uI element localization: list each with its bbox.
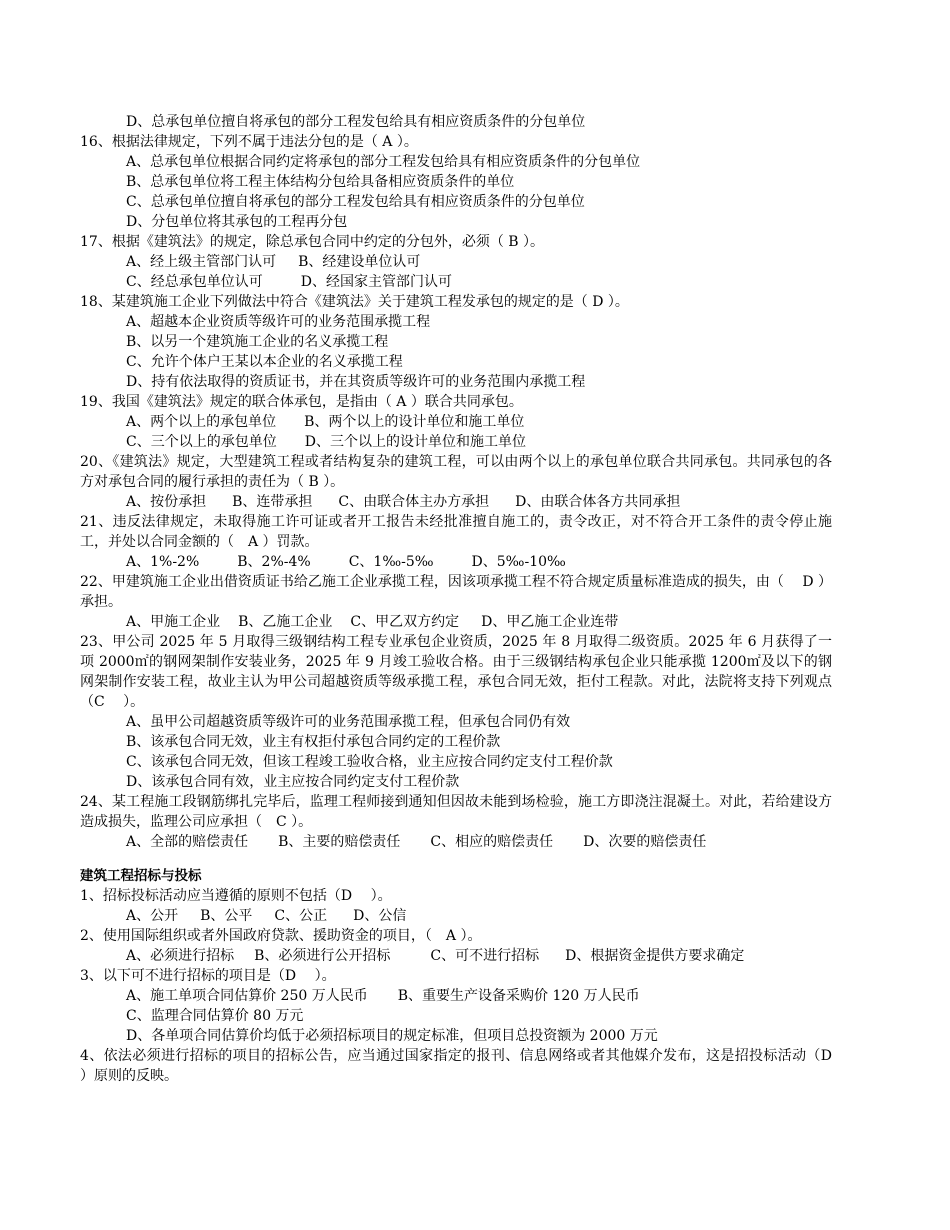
s1-option-c: C、公正 (274, 908, 328, 924)
q22-options-row (80, 612, 832, 632)
q20-stem: 20、《建筑法》规定，大型建筑工程或者结构复杂的建筑工程，可以由两个以上的承包单位联合共同承包。共同承包的各方对承包合同的履行承担的责任为（ B ）。 (80, 454, 832, 490)
q19-option-c: C、三个以上的承包单位 (126, 434, 277, 450)
q24-stem: 24、某工程施工段钢筋绑扎完毕后，监理工程师接到通知但因故未能到场检验，施工方即浇注混凝土。对此，若给建设方造成损失，监理公司应承担（ C ）。 (80, 794, 832, 830)
q24-option-d: D、次要的赔偿责任 (583, 834, 707, 850)
s1-option-a: A、公开 (126, 908, 179, 924)
q16-stem: 16、根据法律规定，下列不属于违法分包的是（ A ）。 (80, 134, 418, 150)
q21-option-d: D、5‰-10‰ (471, 554, 566, 570)
q19-options-row-2 (80, 432, 832, 452)
q23-option-c: C、该承包合同无效，但该工程竣工验收合格，业主应按合同约定支付工程价款 (126, 754, 613, 770)
q16-option-b: B、总承包单位将工程主体结构分包给具备相应资质条件的单位 (126, 174, 515, 190)
q23-option-d: D、该承包合同有效，业主应按合同约定支付工程价款 (126, 774, 460, 790)
q16-option-a: A、总承包单位根据合同约定将承包的部分工程发包给具有相应资质条件的分包单位 (126, 154, 641, 170)
s2-option-c: C、可不进行招标 (430, 948, 540, 964)
q20-options-row (80, 492, 832, 512)
s1-option-b: B、公平 (200, 908, 253, 924)
q18-option-c: C、允许个体户王某以本企业的名义承揽工程 (126, 354, 403, 370)
q17-option-c: C、经总承包单位认可 (126, 274, 263, 290)
q20-option-c: C、由联合体主办方承担 (338, 494, 490, 510)
q24-option-b: B、主要的赔偿责任 (278, 834, 401, 850)
q20-option-b: B、连带承担 (232, 494, 313, 510)
s3-stem: 3、以下可不进行招标的项目是（D ）。 (80, 968, 336, 984)
q22-option-b: B、乙施工企业 (238, 614, 333, 630)
q21-option-c: C、1‰-5‰ (348, 554, 434, 570)
q22-option-c: C、甲乙双方约定 (350, 614, 460, 630)
s4-stem: 4、依法必须进行招标的项目的招标公告，应当通过国家指定的报刊、信息网络或者其他媒介发布，这是招投标活动（D ）原则的反映。 (80, 1048, 851, 1084)
s3-option-c: C、监理合同估算价 80 万元 (126, 1008, 304, 1024)
q23-option-b: B、该承包合同无效，业主有权拒付承包合同约定的工程价款 (126, 734, 501, 750)
q19-stem: 19、我国《建筑法》规定的联合体承包，是指由（ A ）联合共同承包。 (80, 394, 523, 410)
q22-option-d: D、甲乙施工企业连带 (481, 614, 619, 630)
q21-option-a: A、1%-2% (126, 554, 200, 570)
q19-option-d: D、三个以上的设计单位和施工单位 (304, 434, 526, 450)
q24-option-a: A、全部的赔偿责任 (126, 834, 249, 850)
s3-option-a: A、施工单项合同估算价 250 万人民币 (126, 988, 368, 1004)
q19-option-b: B、两个以上的设计单位和施工单位 (304, 414, 525, 430)
q22-stem: 22、甲建筑施工企业出借资质证书给乙施工企业承揽工程，因该项承揽工程不符合规定质量标准造成的损失，由（ D ）承担。 (80, 574, 832, 610)
section-heading: 建筑工程招标与投标 (80, 868, 202, 884)
s3-option-b: B、重要生产设备采购价 120 万人民币 (397, 988, 640, 1004)
q23-option-a: A、虽甲公司超越资质等级许可的业务范围承揽工程，但承包合同仍有效 (126, 714, 571, 730)
s2-option-a: A、必须进行招标 (126, 948, 235, 964)
s2-option-d: D、根据资金提供方要求确定 (565, 948, 745, 964)
q24-options-row (80, 832, 832, 852)
q17-option-a: A、经上级主管部门认可 (126, 254, 277, 270)
q20-option-d: D、由联合体各方共同承担 (515, 494, 681, 510)
q21-options-row (80, 552, 832, 572)
s1-option-d: D、公信 (353, 908, 407, 924)
q17-stem: 17、根据《建筑法》的规定，除总承包合同中约定的分包外，必须（ B ）。 (80, 234, 545, 250)
q18-option-a: A、超越本企业资质等级许可的业务范围承揽工程 (126, 314, 431, 330)
q19-options-row-1 (80, 412, 832, 432)
q16-option-c: C、总承包单位擅自将承包的部分工程发包给具有相应资质条件的分包单位 (126, 194, 585, 210)
q20-option-a: A、按份承担 (126, 494, 207, 510)
q17-option-b: B、经建设单位认可 (298, 254, 421, 270)
document-body (80, 112, 851, 1086)
q15-option-d: D、总承包单位擅自将承包的部分工程发包给具有相应资质条件的分包单位 (126, 114, 586, 130)
q21-stem: 21、违反法律规定，未取得施工许可证或者开工报告未经批准擅自施工的，责令改正，对不符合开工条件的责令停止施工，并处以合同金额的（ A ）罚款。 (80, 514, 832, 550)
s3-options-row-1 (80, 986, 832, 1006)
q23-stem: 23、甲公司 2025 年 5 月取得三级钢结构工程专业承包企业资质，2025 年 8 月取得二级资质。2025 年 6 月获得了一项 2000㎡的钢网架制作安装业务，2025 年 9 月竣工验收合格。由于三级钢结构承包企业只能承揽 1200㎡及以下的钢网架制作安装工程，故业主认为甲公司超越资质等级承揽工程，承包合同无效，拒付工程款。对此，法院将支持下列观点（C ）。 (80, 634, 832, 710)
s3-option-d: D、各单项合同估算价均低于必须招标项目的规定标准，但项目总投资额为 2000 万元 (126, 1028, 658, 1044)
q18-option-d: D、持有依法取得的资质证书，并在其资质等级许可的业务范围内承揽工程 (126, 374, 586, 390)
q17-option-d: D、经国家主管部门认可 (300, 274, 452, 290)
q16-option-d: D、分包单位将其承包的工程再分包 (126, 214, 348, 230)
s2-options-row (80, 946, 832, 966)
q18-stem: 18、某建筑施工企业下列做法中符合《建筑法》关于建筑工程发承包的规定的是（ D ）。 (80, 294, 629, 310)
s1-options-row (80, 906, 832, 926)
q24-option-c: C、相应的赔偿责任 (430, 834, 554, 850)
s1-stem: 1、招标投标活动应当遵循的原则不包括（D ）。 (80, 888, 392, 904)
q19-option-a: A、两个以上的承包单位 (126, 414, 277, 430)
q21-option-b: B、2%-4% (237, 554, 311, 570)
s2-stem: 2、使用国际组织或者外国政府贷款、援助资金的项目，（ A ）。 (80, 928, 482, 944)
q17-options-row-1 (80, 252, 832, 272)
q22-option-a: A、甲施工企业 (126, 614, 221, 630)
q17-options-row-2 (80, 272, 832, 292)
s2-option-b: B、必须进行公开招标 (254, 948, 391, 964)
q18-option-b: B、以另一个建筑施工企业的名义承揽工程 (126, 334, 389, 350)
